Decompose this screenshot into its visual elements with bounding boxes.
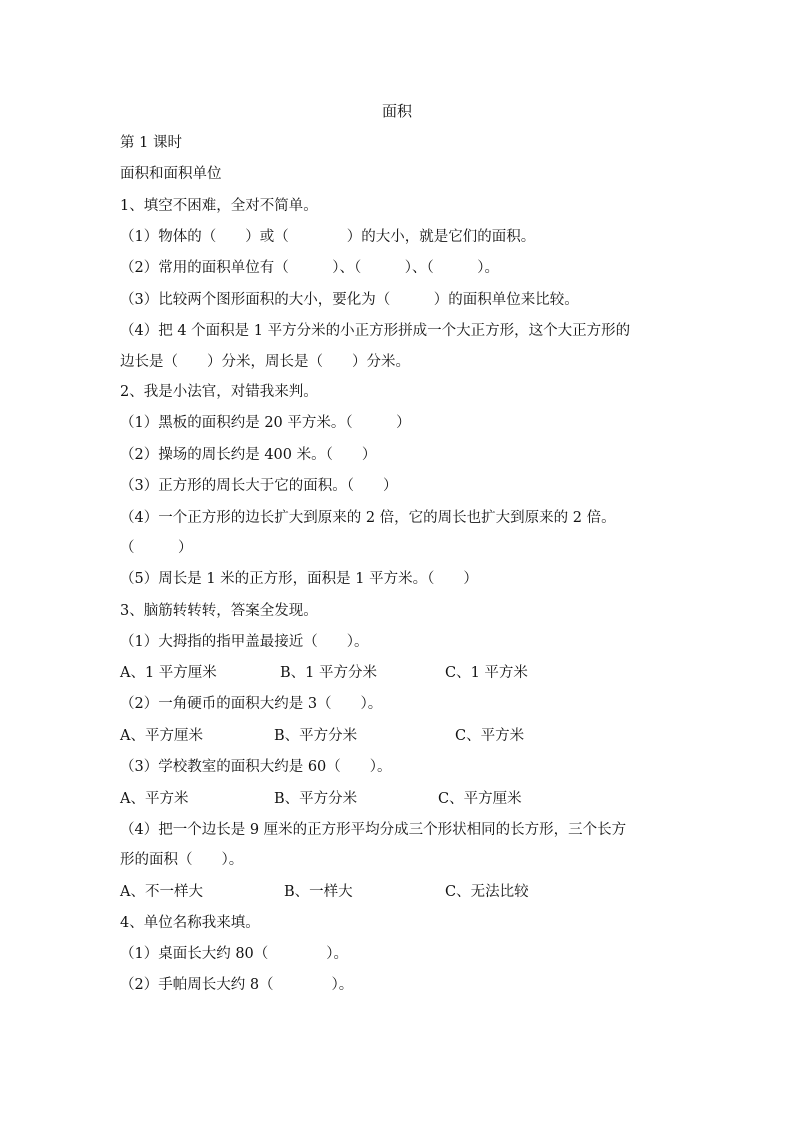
section3-q1-option-b: B、1 平方分米	[280, 665, 377, 681]
section2-question-1: （1）黑板的面积约是 20 平方米。（ ）	[120, 415, 411, 431]
section4-question-2: （2）手帕周长大约 8（ ）。	[120, 977, 354, 993]
section3-q2-option-c: C、平方米	[455, 728, 525, 744]
section1-question-3: （3）比较两个图形面积的大小，要化为（ ）的面积单位来比较。	[120, 292, 579, 308]
section3-q3-option-c: C、平方厘米	[438, 791, 522, 807]
page-title: 面积	[381, 102, 412, 120]
section3-q1-option-a: A、1 平方厘米	[120, 665, 217, 681]
section3-question-1: （1）大拇指的指甲盖最接近（ ）。	[120, 634, 369, 650]
section3-q3-option-b: B、平方分米	[274, 791, 358, 807]
lesson-label: 第 1 课时	[120, 135, 182, 151]
section3-q4-option-b: B、一样大	[284, 884, 353, 900]
section3-heading: 3、脑筋转转转，答案全发现。	[120, 603, 318, 619]
section1-question-4b: 边长是（ ）分米，周长是（ ）分米。	[120, 354, 410, 370]
section3-q4-option-c: C、无法比较	[445, 884, 529, 900]
section2-heading: 2、我是小法官，对错我来判。	[120, 384, 318, 400]
topic-label: 面积和面积单位	[120, 166, 222, 182]
section2-question-5: （5）周长是 1 米的正方形，面积是 1 平方米。（ ）	[120, 571, 478, 587]
section2-question-2: （2）操场的周长约是 400 米。（ ）	[120, 447, 377, 463]
section2-question-3: （3）正方形的周长大于它的面积。（ ）	[120, 478, 398, 494]
section1-question-1: （1）物体的（ ）或（ ）的大小，就是它们的面积。	[120, 229, 536, 245]
section3-q2-option-b: B、平方分米	[274, 728, 358, 744]
section1-question-4a: （4）把 4 个面积是 1 平方分米的小正方形拼成一个大正方形，这个大正方形的	[120, 323, 631, 339]
section3-question-4b: 形的面积（ ）。	[120, 852, 244, 868]
section3-question-3: （3）学校教室的面积大约是 60（ ）。	[120, 759, 392, 775]
section3-q4-option-a: A、不一样大	[120, 884, 203, 900]
section1-question-2: （2）常用的面积单位有（ ）、（ ）、（ ）。	[120, 260, 499, 276]
section3-q1-option-c: C、1 平方米	[445, 665, 528, 681]
section3-q2-option-a: A、平方厘米	[120, 728, 203, 744]
section3-q3-option-a: A、平方米	[120, 791, 189, 807]
section2-question-4a: （4）一个正方形的边长扩大到原来的 2 倍，它的周长也扩大到原来的 2 倍。	[120, 510, 616, 526]
section2-question-4b: （ ）	[120, 540, 193, 556]
section3-question-4a: （4）把一个边长是 9 厘米的正方形平均分成三个形状相同的长方形，三个长方	[120, 822, 627, 838]
section1-heading: 1、填空不困难，全对不简单。	[120, 198, 318, 214]
section3-question-2: （2）一角硬币的面积大约是 3（ ）。	[120, 696, 383, 712]
section4-heading: 4、单位名称我来填。	[120, 915, 260, 931]
section4-question-1: （1）桌面长大约 80（ ）。	[120, 946, 349, 962]
